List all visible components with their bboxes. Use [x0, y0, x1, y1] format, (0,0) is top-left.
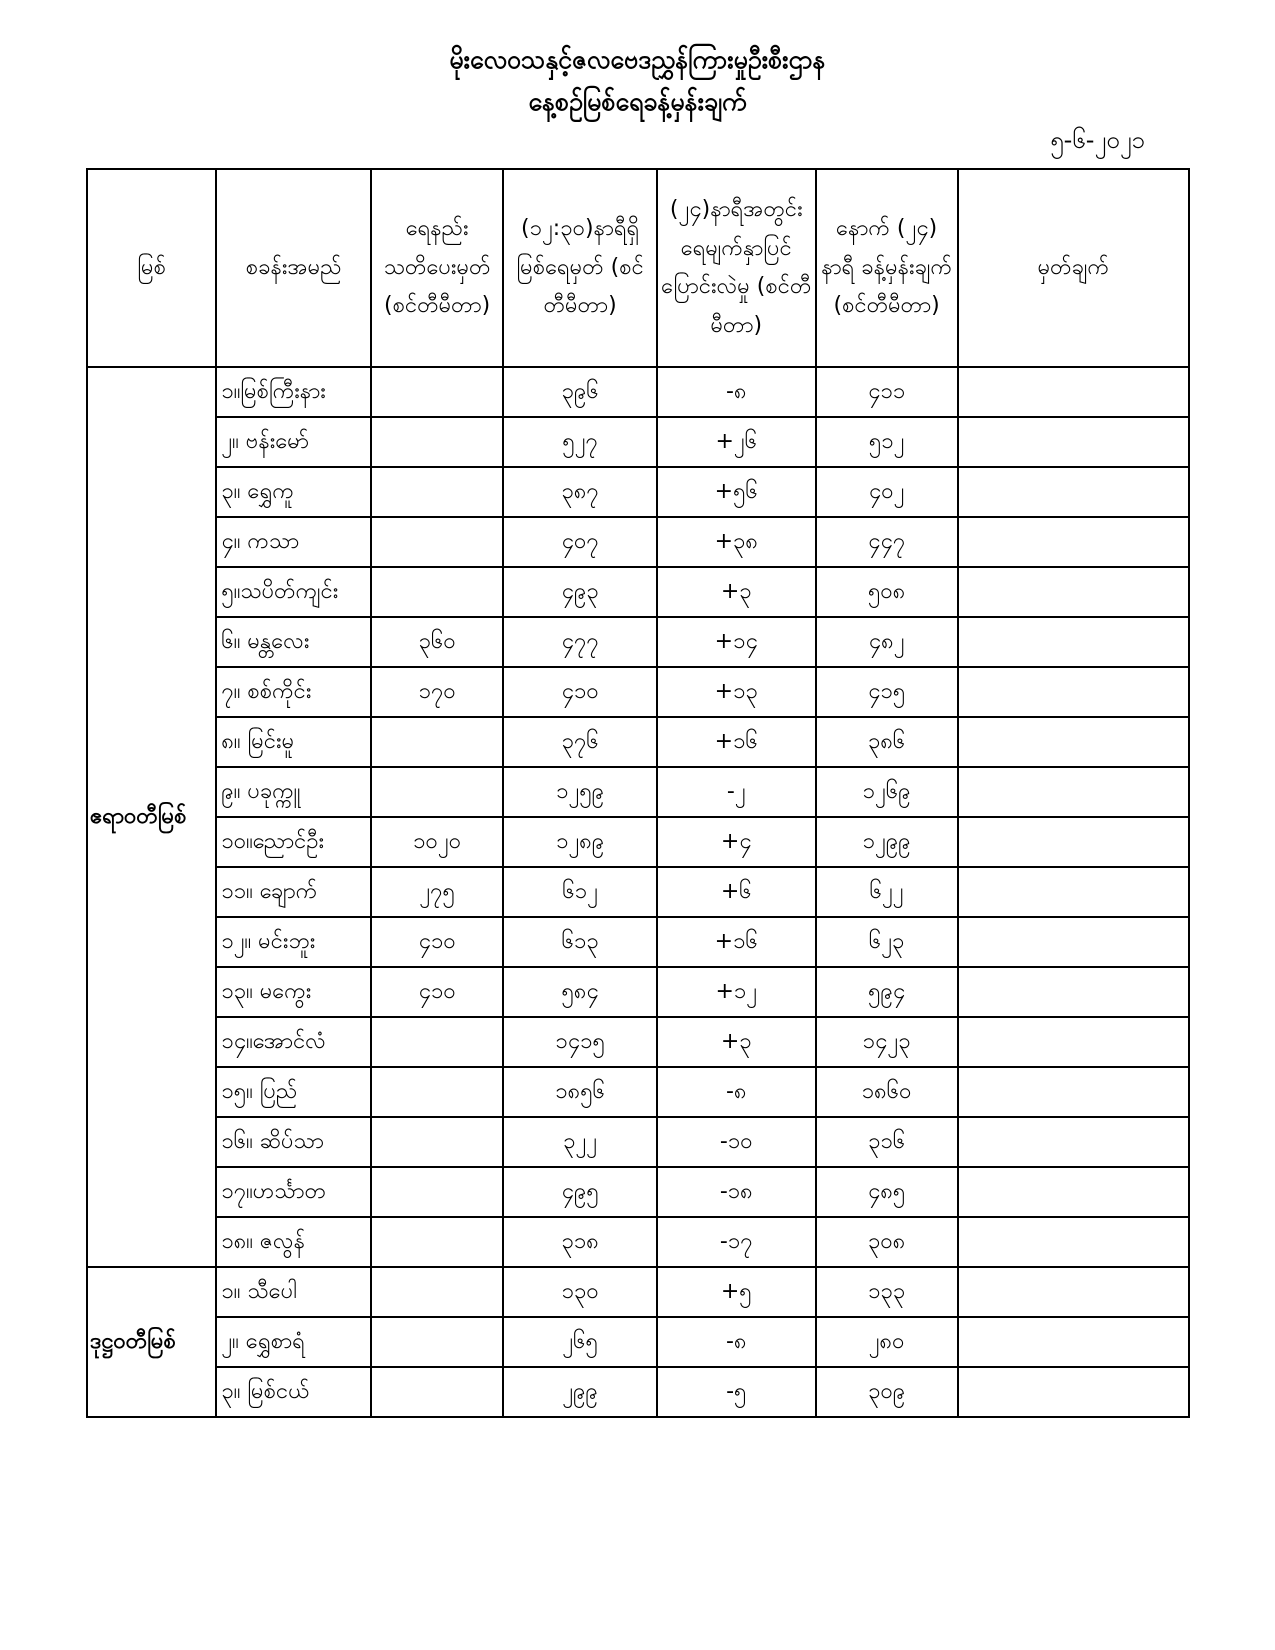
change-cell: -၈: [657, 1317, 816, 1367]
water-level-cell: ၁၈၅၆: [503, 1067, 657, 1117]
remark-cell: [958, 1217, 1189, 1267]
warning-level-cell: ၄၁၀: [371, 917, 503, 967]
change-cell: +၁၄: [657, 617, 816, 667]
water-level-cell: ၁၄၁၅: [503, 1017, 657, 1067]
station-cell: ၉။ ပခုက္ကူ: [216, 767, 371, 817]
water-level-cell: ၁၃၀: [503, 1267, 657, 1317]
water-level-cell: ၂၆၅: [503, 1317, 657, 1367]
table-row: [87, 667, 1189, 717]
table-row: [87, 1167, 1189, 1217]
table-row: [87, 867, 1189, 917]
warning-level-cell: ၁၇၀: [371, 667, 503, 717]
warning-level-cell: ၁၀၂၀: [371, 817, 503, 867]
change-cell: -၅: [657, 1367, 816, 1417]
river-forecast-table: [86, 168, 1190, 1418]
warning-level-cell: [371, 1017, 503, 1067]
forecast-cell: ၅၉၄: [816, 967, 958, 1017]
col-header-water-level: (၁၂:၃၀)နာရီရှိ မြစ်ရေမှတ် (စင်တီမီတာ): [503, 169, 657, 367]
station-cell: ၁၅။ ပြည်: [216, 1067, 371, 1117]
change-cell: +၃၈: [657, 517, 816, 567]
change-cell: +၆: [657, 867, 816, 917]
table-row: [87, 367, 1189, 417]
forecast-cell: ၆၂၃: [816, 917, 958, 967]
table-row: [87, 767, 1189, 817]
station-cell: ၁။မြစ်ကြီးနား: [216, 367, 371, 417]
table-row: [87, 917, 1189, 967]
station-cell: ၁၆။ ဆိပ်သာ: [216, 1117, 371, 1167]
station-cell: ၁။ သီပေါ: [216, 1267, 371, 1317]
station-cell: ၅။သပိတ်ကျင်း: [216, 567, 371, 617]
remark-cell: [958, 967, 1189, 1017]
remark-cell: [958, 1367, 1189, 1417]
water-level-cell: ၃၇၆: [503, 717, 657, 767]
water-level-cell: ၄၉၅: [503, 1167, 657, 1217]
col-header-remarks: မှတ်ချက်: [958, 169, 1189, 367]
remark-cell: [958, 667, 1189, 717]
forecast-cell: ၄၁၁: [816, 367, 958, 417]
station-cell: ၆။ မန္တလေး: [216, 617, 371, 667]
col-header-forecast: နောက် (၂၄) နာရီ ခန့်မှန်းချက် (စင်တီမီတာ): [816, 169, 958, 367]
table-row: [87, 467, 1189, 517]
document-subtitle: နေ့စဉ်မြစ်ရေခန့်မှန်းချက်: [528, 87, 747, 116]
water-level-cell: ၂၉၉: [503, 1367, 657, 1417]
forecast-cell: ၄၈၂: [816, 617, 958, 667]
change-cell: +၅၆: [657, 467, 816, 517]
warning-level-cell: [371, 1267, 503, 1317]
warning-level-cell: [371, 1067, 503, 1117]
table-header-row: [87, 169, 1189, 367]
change-cell: +၁၆: [657, 717, 816, 767]
water-level-cell: ၄၁၀: [503, 667, 657, 717]
station-cell: ၁၂။ မင်းဘူး: [216, 917, 371, 967]
warning-level-cell: [371, 467, 503, 517]
forecast-cell: ၁၂၉၉: [816, 817, 958, 867]
remark-cell: [958, 1167, 1189, 1217]
change-cell: -၁၇: [657, 1217, 816, 1267]
forecast-cell: ၁၂၆၉: [816, 767, 958, 817]
col-header-24h-change: (၂၄)နာရီအတွင်း ရေမျက်နှာပြင် ပြောင်းလဲမှု (စင်တီမီတာ): [657, 169, 816, 367]
water-level-cell: ၃၁၈: [503, 1217, 657, 1267]
table-row: [87, 1117, 1189, 1167]
change-cell: -၁၈: [657, 1167, 816, 1217]
table-body: [87, 367, 1189, 1417]
table-row: [87, 417, 1189, 467]
table-row: [87, 567, 1189, 617]
table-row: [87, 1317, 1189, 1367]
forecast-cell: ၃၀၉: [816, 1367, 958, 1417]
warning-level-cell: [371, 367, 503, 417]
forecast-cell: ၃၁၆: [816, 1117, 958, 1167]
warning-level-cell: [371, 767, 503, 817]
forecast-cell: ၃၈၆: [816, 717, 958, 767]
forecast-cell: ၂၈၀: [816, 1317, 958, 1367]
forecast-cell: ၅၀၈: [816, 567, 958, 617]
warning-level-cell: [371, 1317, 503, 1367]
remark-cell: [958, 617, 1189, 667]
water-level-cell: ၆၁၃: [503, 917, 657, 967]
change-cell: +၅: [657, 1267, 816, 1317]
remark-cell: [958, 467, 1189, 517]
change-cell: +၃: [657, 1017, 816, 1067]
water-level-cell: ၆၁၂: [503, 867, 657, 917]
remark-cell: [958, 867, 1189, 917]
water-level-cell: ၅၂၇: [503, 417, 657, 467]
table-row: [87, 1217, 1189, 1267]
change-cell: +၂၆: [657, 417, 816, 467]
change-cell: -၂: [657, 767, 816, 817]
station-cell: ၁၀။ညောင်ဦး: [216, 817, 371, 867]
water-level-cell: ၃၂၂: [503, 1117, 657, 1167]
change-cell: +၄: [657, 817, 816, 867]
warning-level-cell: ၃၆၀: [371, 617, 503, 667]
change-cell: +၁၃: [657, 667, 816, 717]
forecast-cell: ၆၂၂: [816, 867, 958, 917]
document-title: မိုးလေဝသနှင့်ဇလဗေဒညွှန်ကြားမှုဦးစီးဌာန: [449, 45, 826, 74]
water-level-cell: ၃၈၇: [503, 467, 657, 517]
forecast-cell: ၄၀၂: [816, 467, 958, 517]
forecast-cell: ၄၈၅: [816, 1167, 958, 1217]
remark-cell: [958, 717, 1189, 767]
remark-cell: [958, 1267, 1189, 1317]
col-header-station: စခန်းအမည်: [216, 169, 371, 367]
river-name-cell: ဒုဋ္ဌဝတီမြစ်: [87, 1267, 216, 1417]
station-cell: ၇။ စစ်ကိုင်း: [216, 667, 371, 717]
forecast-cell: ၅၁၂: [816, 417, 958, 467]
station-cell: ၂။ ဗန်းမော်: [216, 417, 371, 467]
warning-level-cell: [371, 567, 503, 617]
remark-cell: [958, 1317, 1189, 1367]
warning-level-cell: [371, 717, 503, 767]
station-cell: ၃။ မြစ်ငယ်: [216, 1367, 371, 1417]
warning-level-cell: [371, 517, 503, 567]
table-row: [87, 1017, 1189, 1067]
forecast-cell: ၁၃၃: [816, 1267, 958, 1317]
remark-cell: [958, 1017, 1189, 1067]
change-cell: +၃: [657, 567, 816, 617]
water-level-cell: ၅၈၄: [503, 967, 657, 1017]
station-cell: ၁၇။ဟင်္သာတ: [216, 1167, 371, 1217]
water-level-cell: ၄၇၇: [503, 617, 657, 667]
change-cell: -၁၀: [657, 1117, 816, 1167]
remark-cell: [958, 917, 1189, 967]
remark-cell: [958, 1117, 1189, 1167]
remark-cell: [958, 517, 1189, 567]
col-header-warning-level: ရေနည်း သတိပေးမှတ် (စင်တီမီတာ): [371, 169, 503, 367]
forecast-cell: ၃၀၈: [816, 1217, 958, 1267]
remark-cell: [958, 767, 1189, 817]
water-level-cell: ၁၂၅၉: [503, 767, 657, 817]
warning-level-cell: [371, 1167, 503, 1217]
river-name-cell: ဧရာဝတီမြစ်: [87, 367, 216, 1267]
station-cell: ၈။ မြင်းမူ: [216, 717, 371, 767]
table-row: [87, 1367, 1189, 1417]
table-row: [87, 517, 1189, 567]
station-cell: ၁၈။ ဇလွန်: [216, 1217, 371, 1267]
remark-cell: [958, 367, 1189, 417]
station-cell: ၁၁။ ချောက်: [216, 867, 371, 917]
station-cell: ၃။ ရွှေကူ: [216, 467, 371, 517]
warning-level-cell: [371, 1217, 503, 1267]
change-cell: +၁၆: [657, 917, 816, 967]
station-cell: ၁၄။အောင်လံ: [216, 1017, 371, 1067]
change-cell: +၁၂: [657, 967, 816, 1017]
water-level-cell: ၃၉၆: [503, 367, 657, 417]
report-date: ၅-၆-၂၀၂၁: [1050, 126, 1145, 154]
station-cell: ၂။ ရွှေစာရံ: [216, 1317, 371, 1367]
remark-cell: [958, 417, 1189, 467]
warning-level-cell: ၂၇၅: [371, 867, 503, 917]
table-row: [87, 617, 1189, 667]
forecast-cell: ၄၁၅: [816, 667, 958, 717]
warning-level-cell: [371, 417, 503, 467]
warning-level-cell: [371, 1367, 503, 1417]
table-row: [87, 817, 1189, 867]
table-row: [87, 1067, 1189, 1117]
warning-level-cell: ၄၁၀: [371, 967, 503, 1017]
warning-level-cell: [371, 1117, 503, 1167]
water-level-cell: ၄၉၃: [503, 567, 657, 617]
remark-cell: [958, 1067, 1189, 1117]
remark-cell: [958, 817, 1189, 867]
table-row: [87, 967, 1189, 1017]
change-cell: -၈: [657, 1067, 816, 1117]
table-row: [87, 1267, 1189, 1317]
change-cell: -၈: [657, 367, 816, 417]
forecast-cell: ၁၄၂၃: [816, 1017, 958, 1067]
forecast-cell: ၁၈၆၀: [816, 1067, 958, 1117]
station-cell: ၄။ ကသာ: [216, 517, 371, 567]
table-row: [87, 717, 1189, 767]
station-cell: ၁၃။ မကွေး: [216, 967, 371, 1017]
col-header-river: မြစ်: [87, 169, 216, 367]
forecast-cell: ၄၄၇: [816, 517, 958, 567]
water-level-cell: ၁၂၈၉: [503, 817, 657, 867]
water-level-cell: ၄၀၇: [503, 517, 657, 567]
remark-cell: [958, 567, 1189, 617]
